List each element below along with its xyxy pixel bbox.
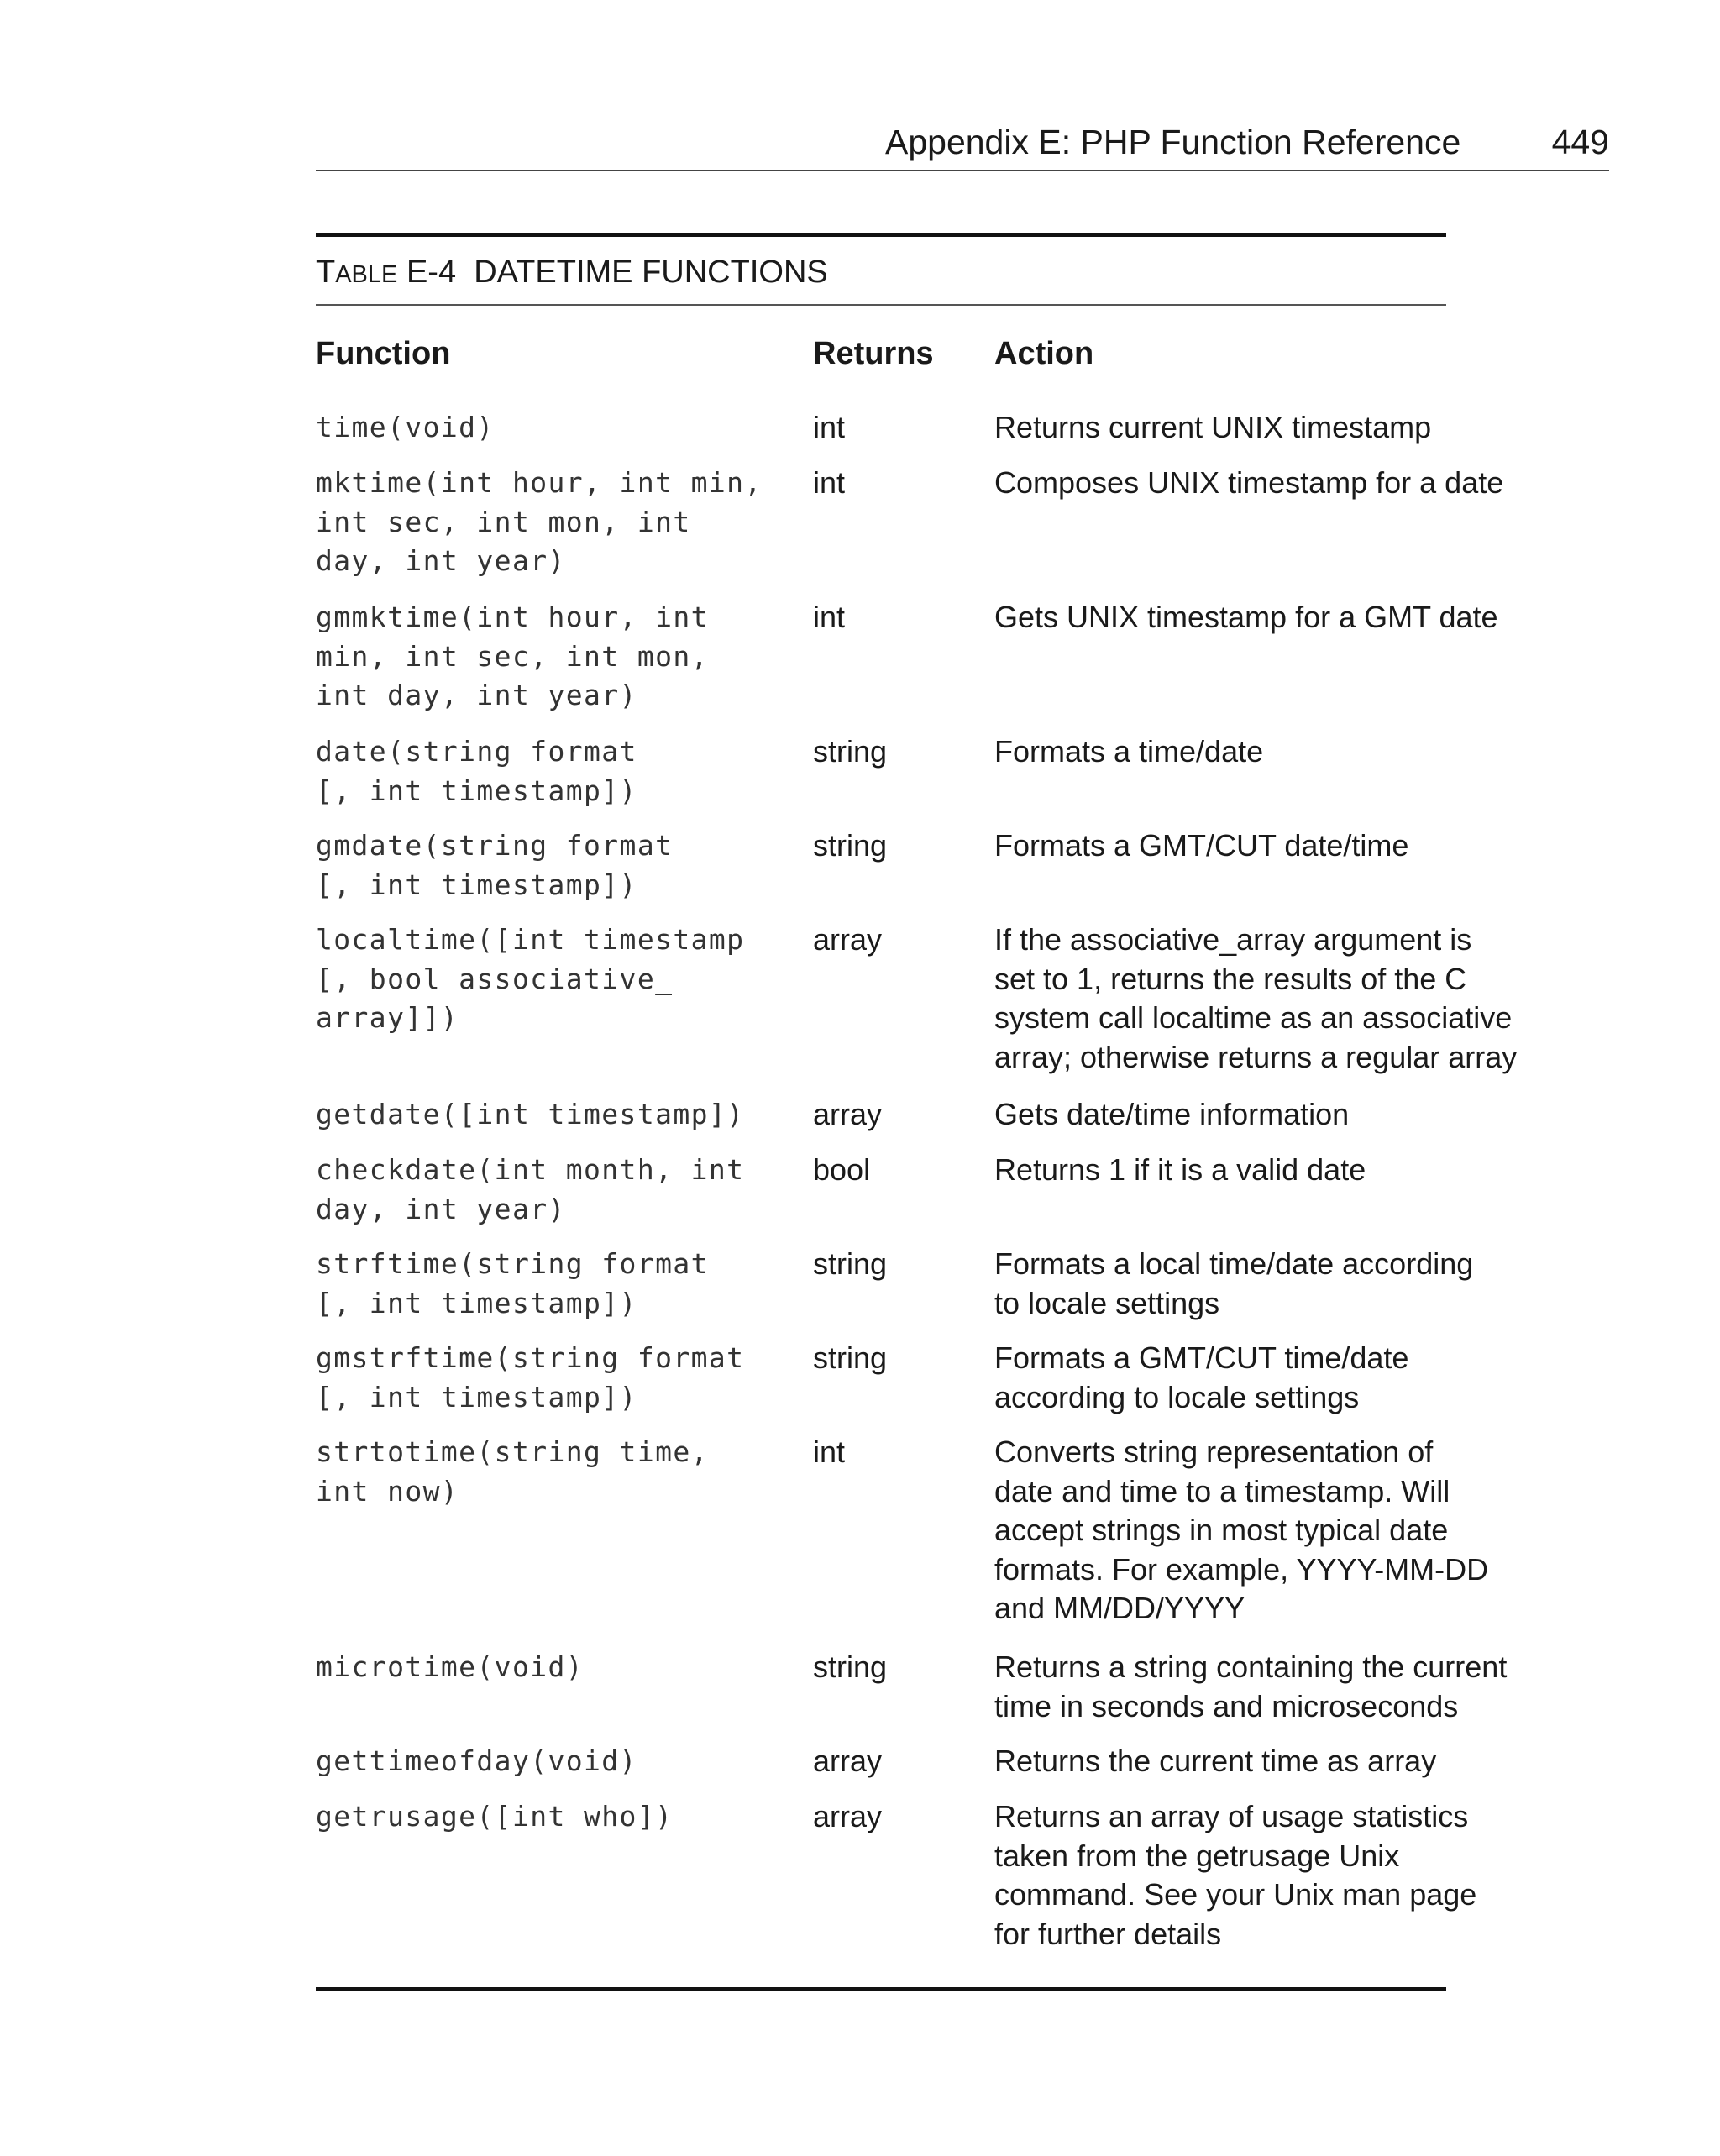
table-bottom-rule [316,1987,1446,1991]
return-type: int [813,465,846,500]
action-description: Converts string representation of date and time to a timestamp. Will accept strings in most typical date formats. For example, YYYY-MM-DD and MM/DD/YYYY [994,1435,1489,1625]
return-type: array [813,922,883,957]
datetime-functions-table [316,233,1518,1951]
return-type: string [813,1246,888,1281]
return-type: int [813,1435,846,1469]
action-description: Composes UNIX timestamp for a date [994,465,1504,500]
return-type: int [813,410,846,444]
action-description: Formats a time/date [994,734,1264,769]
action-description: Returns a string containing the current time in seconds and microseconds [994,1650,1508,1723]
function-signature: gettimeofday(void) [316,1744,637,1777]
column-header-action: Action [994,336,1094,371]
return-type: array [813,1799,883,1833]
function-signature: time(void) [316,411,495,443]
return-type: array [813,1097,883,1131]
return-type: string [813,734,888,769]
action-description: If the associative_array argument is set to 1, returns the results of the C system call localtime as an associative array; otherwise returns a regular array [994,922,1518,1074]
function-signature: localtime([int timestamp [, bool associative_ array]]) [316,923,745,1034]
function-signature: gmstrftime(string format [, int timestamp]) [316,1341,745,1414]
return-type: array [813,1744,883,1778]
action-description: Formats a GMT/CUT time/date according to locale settings [994,1340,1409,1414]
return-type: string [813,1650,888,1684]
function-signature: mktime(int hour, int min, int sec, int mon, int day, int year) [316,466,763,577]
page-number: 449 [1551,123,1609,161]
function-signature: gmmktime(int hour, int min, int sec, int mon, int day, int year) [316,601,709,711]
page-header [316,118,1609,171]
table-id: E-4 [406,254,457,290]
function-signature: strftime(string format [, int timestamp]) [316,1247,709,1319]
function-signature: gmdate(string format [, int timestamp]) [316,829,674,901]
column-header-function: Function [316,336,451,371]
return-type: string [813,828,888,863]
action-description: Gets UNIX timestamp for a GMT date [994,600,1498,634]
action-description: Returns the current time as array [994,1744,1437,1778]
function-signature: checkdate(int month, int day, int year) [316,1153,745,1225]
function-signature: date(string format [, int timestamp]) [316,735,637,807]
return-type: int [813,600,846,634]
return-type: bool [813,1152,871,1187]
function-signature: getdate([int timestamp]) [316,1098,745,1130]
function-signature: strtotime(string time, int now) [316,1435,709,1508]
table-title: DATETIME FUNCTIONS [474,254,828,290]
action-description: Gets date/time information [994,1097,1350,1131]
table-header-row [316,306,1446,391]
action-description: Formats a local time/date according to locale settings [994,1246,1474,1320]
action-description: Returns current UNIX timestamp [994,410,1432,444]
function-signature: getrusage([int who]) [316,1800,674,1833]
table-label: TABLE [316,254,398,290]
action-description: Returns an array of usage statistics taken from the getrusage Unix command. See your Unix man page for further details [994,1799,1477,1951]
action-description: Formats a GMT/CUT date/time [994,828,1409,863]
column-header-returns: Returns [813,336,934,371]
function-signature: microtime(void) [316,1650,585,1683]
running-head-title: Appendix E: PHP Function Reference [885,123,1461,161]
table-caption [316,237,1446,304]
action-description: Returns 1 if it is a valid date [994,1152,1366,1187]
return-type: string [813,1340,888,1375]
